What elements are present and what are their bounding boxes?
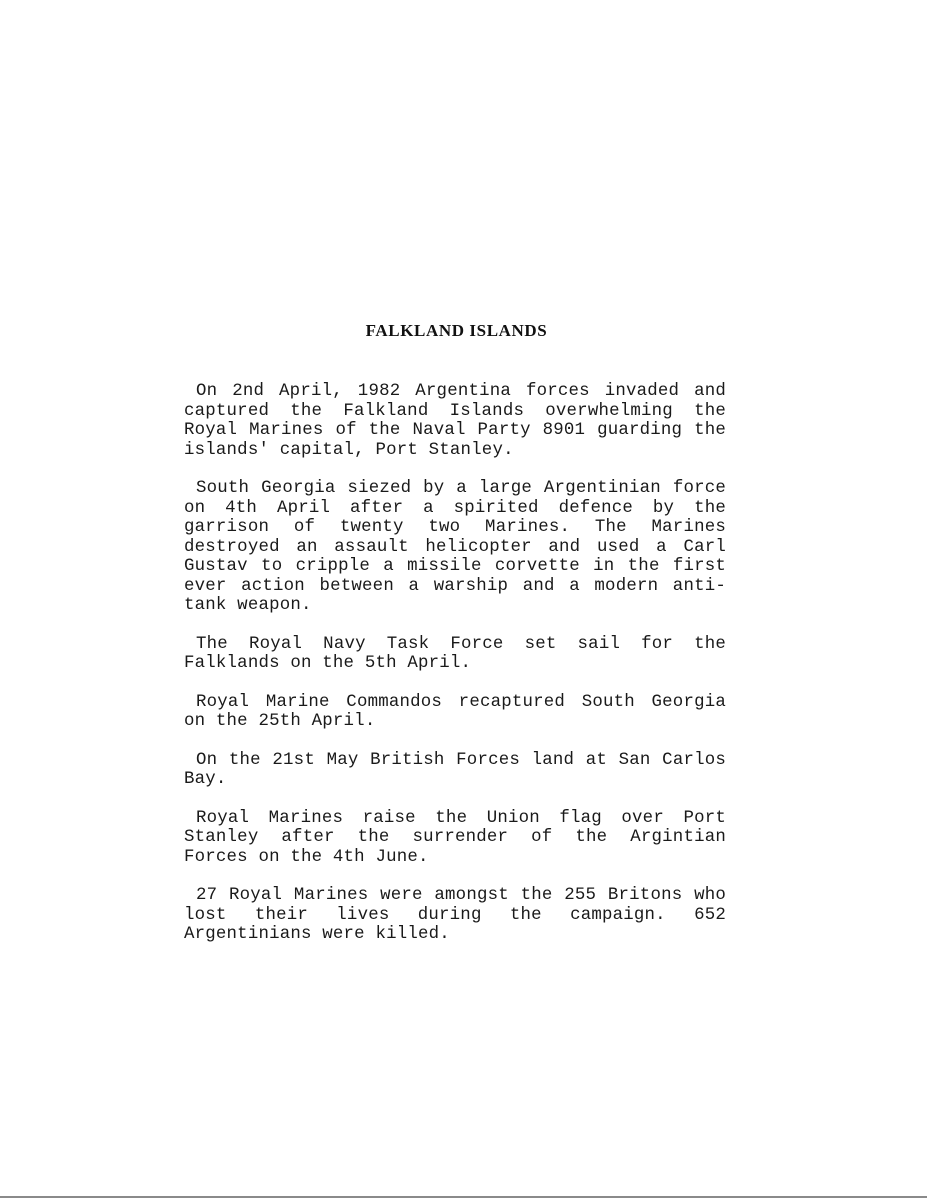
paragraph-task-force: The Royal Navy Task Force set sail for the Falklands on the 5th April. (184, 634, 726, 673)
paragraph-recapture: Royal Marine Commandos recaptured South Georgia on the 25th April. (184, 692, 726, 731)
paragraph-south-georgia: South Georgia siezed by a large Argentinian force on 4th April after a spirited defence by the garrison of twenty two Marines. The Marines destroyed an assault helicopter and used a Carl Gustav to cripple a missile corvette in the first ever action between a warship and a modern anti-tank weapon. (184, 479, 726, 615)
document-body (184, 382, 726, 964)
page-title: FALKLAND ISLANDS (365, 321, 548, 340)
paragraph-union-flag: Royal Marines raise the Union flag over Port Stanley after the surrender of the Argintian Forces on the 4th June. (184, 808, 726, 867)
paragraph-san-carlos: On the 21st May British Forces land at San Carlos Bay. (184, 750, 726, 789)
paragraph-invasion: On 2nd April, 1982 Argentina forces invaded and captured the Falkland Islands overwhelming the Royal Marines of the Naval Party 8901 guarding the islands' capital, Port Stanley. (184, 382, 726, 460)
bottom-border (0, 1196, 927, 1198)
paragraph-casualties: 27 Royal Marines were amongst the 255 Britons who lost their lives during the campaign. 652 Argentinians were killed. (184, 886, 726, 944)
